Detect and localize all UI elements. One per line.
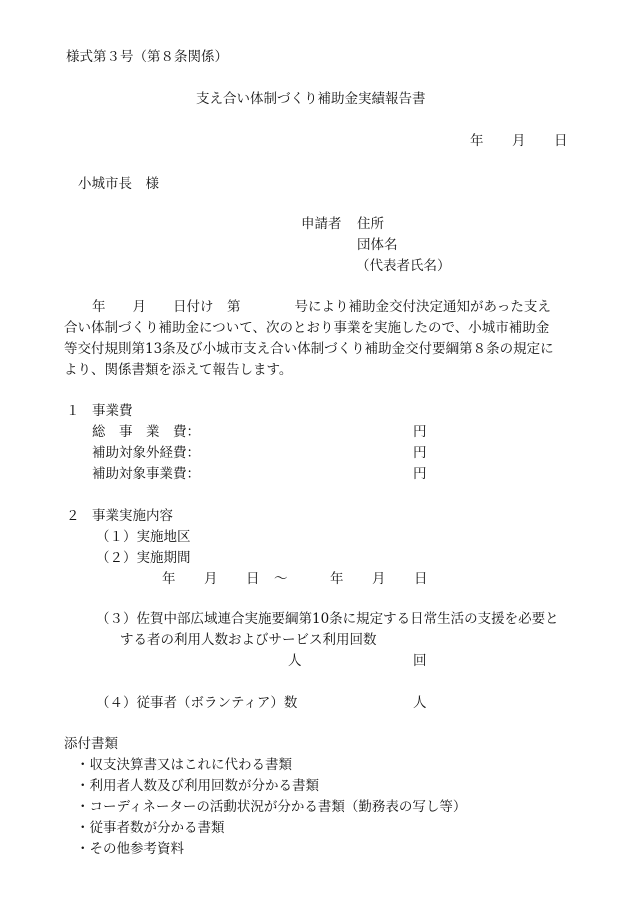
section-heading: 事業費 (92, 403, 133, 419)
item-implementation-period: （２）実施期間 (96, 550, 191, 566)
form-number: 様式第３号（第８条関係） (66, 49, 228, 65)
cost-excluded-label: 補助対象外経費： (92, 445, 200, 461)
period-start-month: 月 (204, 571, 218, 587)
addressee: 小城市長 様 (78, 176, 159, 192)
cost-total-unit: 円 (413, 424, 427, 440)
item-implementation-area: （１）実施地区 (96, 529, 191, 545)
applicant-representative: （代表者氏名） (356, 258, 451, 274)
item-users-line2: する者の利用人数およびサービス利用回数 (120, 632, 377, 648)
times-unit: 回 (413, 653, 427, 669)
period-end-year: 年 (330, 571, 344, 587)
section-number: ２ (66, 508, 80, 524)
attachment-item: ・収支決算書又はこれに代わる書類 (76, 757, 292, 773)
date-year: 年 (470, 133, 484, 149)
attachment-item: ・従事者数が分かる書類 (76, 820, 225, 836)
attachment-item: ・コーディネーターの活動状況が分かる書類（勤務表の写し等） (76, 799, 467, 815)
attachment-item: ・その他参考資料 (76, 841, 184, 857)
body-line: より、関係書類を添えて報告します。 (64, 362, 293, 378)
section-heading: 事業実施内容 (92, 508, 173, 524)
cost-eligible-label: 補助対象事業費： (92, 466, 200, 482)
cost-eligible-unit: 円 (413, 466, 427, 482)
section-number: １ (66, 403, 80, 419)
item-staff-count: （４）従事者（ボランティア）数 (96, 695, 298, 711)
period-end-day: 日 (414, 571, 428, 587)
applicant-address: 住所 (357, 216, 384, 232)
attachment-item: ・利用者人数及び利用回数が分かる書類 (76, 778, 319, 794)
period-start-year: 年 (162, 571, 176, 587)
cost-excluded-unit: 円 (413, 445, 427, 461)
document-title: 支え合い体制づくり補助金実績報告書 (196, 91, 426, 107)
date-month: 月 (512, 133, 526, 149)
item-users-line1: （３）佐賀中部広域連合実施要綱第10条に規定する日常生活の支援を必要と (96, 611, 559, 627)
period-tilde: ～ (274, 571, 288, 587)
period-end-month: 月 (372, 571, 386, 587)
period-start-day: 日 (246, 571, 260, 587)
applicant-label: 申請者 (301, 216, 342, 232)
applicant-group: 団体名 (357, 237, 398, 253)
staff-count-unit: 人 (413, 695, 427, 711)
attachments-heading: 添付書類 (64, 736, 118, 752)
date-day: 日 (554, 133, 568, 149)
body-line: 合い体制づくり補助金について、次のとおり事業を実施したので、小城市補助金 (64, 320, 550, 336)
body-line: 等交付規則第13条及び小城市支え合い体制づくり補助金交付要綱第８条の規定に (64, 341, 554, 357)
users-unit: 人 (288, 653, 302, 669)
body-line: 年 月 日付け 第 号により補助金交付決定通知があった支え (92, 299, 551, 315)
cost-total-label: 総 事 業 費： (92, 424, 200, 440)
